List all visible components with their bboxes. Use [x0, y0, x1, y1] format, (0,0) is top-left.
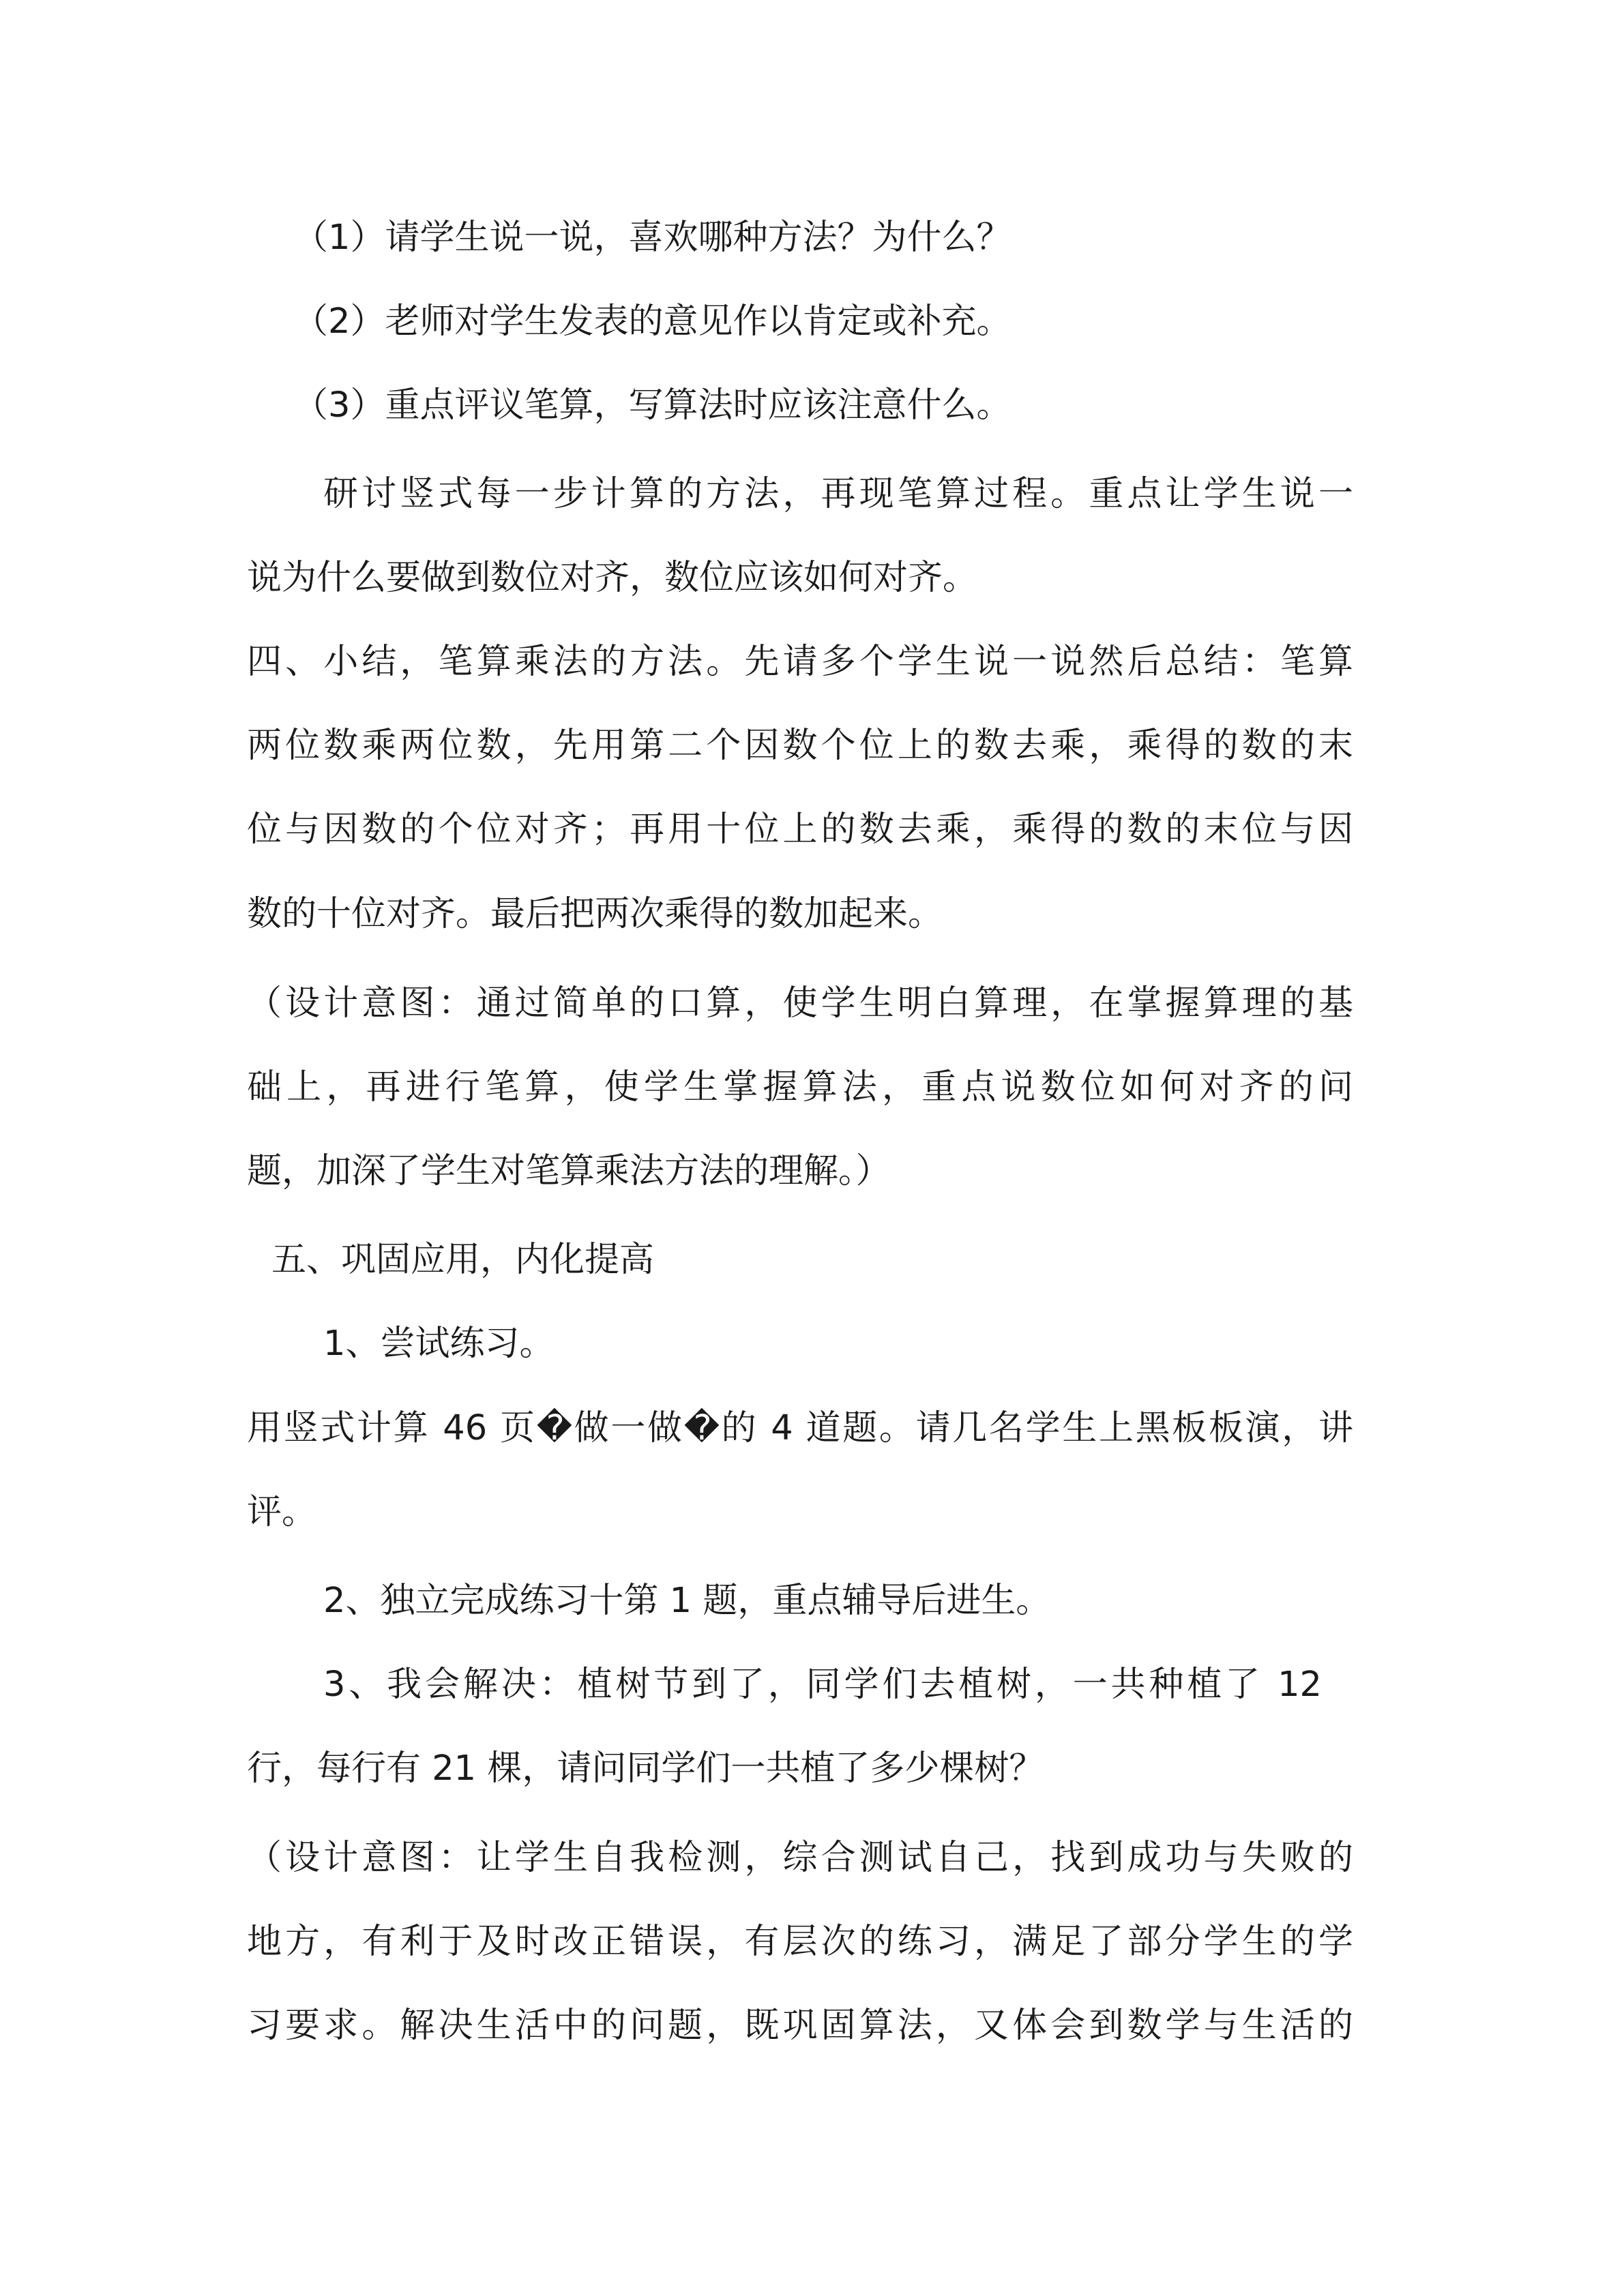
paragraph-line: 用竖式计算 46 页�做一做�的 4 道题。请几名学生上黑板板演，讲 [247, 1408, 1353, 1448]
paragraph-line: 题，加深了学生对笔算乘法方法的理解。） [247, 1151, 891, 1191]
paragraph-line: （设计意图：让学生自我检测，综合测试自己，找到成功与失败的 [247, 1838, 1353, 1878]
paragraph-line: （3）重点评议笔算，写算法时应该注意什么。 [293, 385, 1012, 426]
paragraph-line: 地方，有利于及时改正错误，有层次的练习，满足了部分学生的学 [247, 1922, 1353, 1962]
paragraph-line: 行，每行有 21 棵，请问同学们一共植了多少棵树？ [247, 1748, 1044, 1789]
paragraph-line: 四、小结，笔算乘法的方法。先请多个学生说一说然后总结：笔算 [247, 642, 1353, 682]
paragraph-line: 1、尝试练习。 [323, 1324, 555, 1364]
paragraph-line: 两位数乘两位数，先用第二个因数个位上的数去乘，乘得的数的末 [247, 726, 1353, 766]
paragraph-line: 础上，再进行笔算，使学生掌握算法，重点说数位如何对齐的问 [247, 1067, 1353, 1107]
paragraph-line: 2、独立完成练习十第 1 题，重点辅导后进生。 [323, 1581, 1051, 1621]
paragraph-line: 研讨竖式每一步计算的方法，再现笔算过程。重点让学生说一 [323, 474, 1353, 514]
paragraph-line: 3、我会解决：植树节到了，同学们去植树，一共种植了 12 [323, 1665, 1322, 1705]
section-heading: 五、巩固应用，内化提高 [271, 1240, 655, 1280]
paragraph-line: 数的十位对齐。最后把两次乘得的数加起来。 [247, 894, 943, 934]
paragraph-line: 评。 [247, 1492, 317, 1532]
paragraph-line: （2）老师对学生发表的意见作以肯定或补充。 [293, 301, 1012, 342]
paragraph-line: （设计意图：通过简单的口算，使学生明白算理，在掌握算理的基 [247, 983, 1353, 1024]
paragraph-line: 说为什么要做到数位对齐，数位应该如何对齐。 [247, 558, 978, 598]
paragraph-line: （1）请学生说一说，喜欢哪种方法？为什么？ [293, 218, 1012, 258]
paragraph-line: 习要求。解决生活中的问题，既巩固算法，又体会到数学与生活的 [247, 2006, 1353, 2046]
paragraph-line: 位与因数的个位对齐；再用十位上的数去乘，乘得的数的末位与因 [247, 809, 1353, 850]
